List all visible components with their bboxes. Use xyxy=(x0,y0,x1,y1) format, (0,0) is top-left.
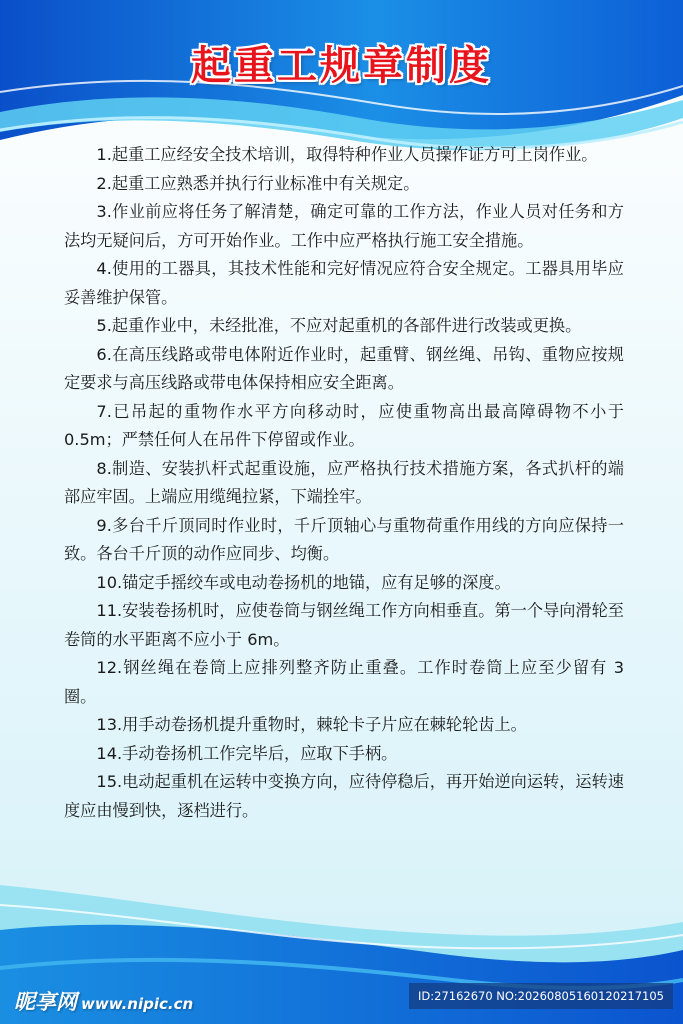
rule-item: 1.起重工应经安全技术培训，取得特种作业人员操作证方可上岗作业。 xyxy=(96,145,598,164)
rule-item: 2.起重工应熟悉并执行行业标准中有关规定。 xyxy=(96,173,420,193)
rule-item: 12.钢丝绳在卷筒上应排列整齐防止重叠。工作时卷筒上应至少留有 3 圈。 xyxy=(64,658,624,706)
rule-item: 13.用手动卷扬机提升重物时，棘轮卡子片应在棘轮轮齿上。 xyxy=(96,715,527,734)
watermark-logo-text: 昵享网 xyxy=(14,990,77,1014)
rule-item: 14.手动卷扬机工作完毕后，应取下手柄。 xyxy=(96,743,398,763)
page-title: 起重工规章制度 xyxy=(191,43,492,89)
rule-item: 8.制造、安装扒杆式起重设施，应严格执行技术措施方案，各式扒杆的端部应牢固。上端应用缆绳拉紧，下端拴牢。 xyxy=(64,458,624,506)
rule-item: 15.电动起重机在运转中变换方向，应待停稳后，再开始逆向运转，运转速度应由慢到快，逐档进行。 xyxy=(64,772,624,820)
watermark-id-bar: ID:27162670 NO:20260805160120217105 xyxy=(409,983,673,1009)
rule-item: 4.使用的工器具，其技术性能和完好情况应符合安全规定。工器具用毕应妥善维护保管。 xyxy=(64,259,624,307)
rule-item: 10.锚定手摇绞车或电动卷扬机的地锚，应有足够的深度。 xyxy=(96,572,511,592)
rule-item: 7.已吊起的重物作水平方向移动时，应使重物高出最高障碍物不小于 0.5m；严禁任何人在吊件下停留或作业。 xyxy=(64,401,624,449)
rule-item: 11.安装卷扬机时，应使卷筒与钢丝绳工作方向相垂直。第一个导向滑轮至卷筒的水平距离不应小于 6m。 xyxy=(64,601,624,649)
rules-list xyxy=(64,141,624,825)
rule-item: 3.作业前应将任务了解清楚，确定可靠的工作方法，作业人员对任务和方法均无疑问后，方可开始作业。工作中应严格执行施工安全措施。 xyxy=(64,202,624,250)
rule-item: 9.多台千斤顶同时作业时，千斤顶轴心与重物荷重作用线的方向应保持一致。各台千斤顶的动作应同步、均衡。 xyxy=(64,515,624,563)
rule-item: 6.在高压线路或带电体附近作业时，起重臂、钢丝绳、吊钩、重物应按规定要求与高压线路或带电体保持相应安全距离。 xyxy=(64,344,624,392)
watermark-url: www.nipic.cn xyxy=(81,995,194,1013)
watermark-logo xyxy=(14,986,193,1016)
rule-item: 5.起重作业中，未经批准，不应对起重机的各部件进行改装或更换。 xyxy=(96,316,582,335)
